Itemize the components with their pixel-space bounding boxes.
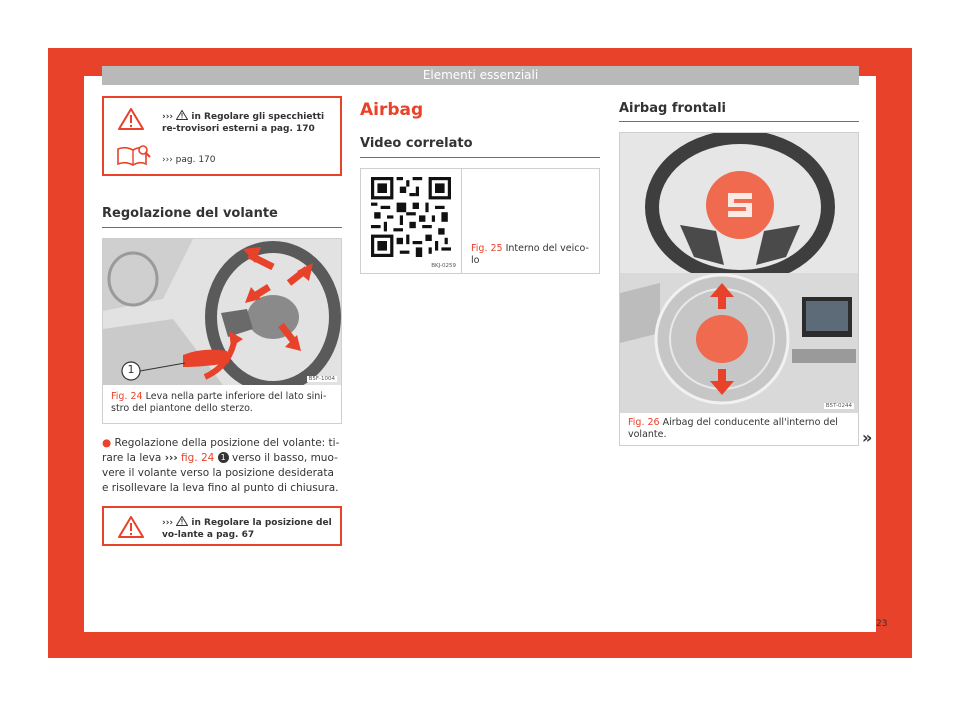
warning-ref-text: in Regolare gli specchietti re-trovisori esterni a pag. 170 (162, 112, 325, 134)
page-number: 23 (876, 619, 888, 629)
ref-arrows: ››› (162, 112, 174, 122)
figure-24 (102, 238, 342, 424)
airbag-title: Airbag (360, 100, 424, 120)
steering-lever-image (103, 239, 341, 385)
instruction-arrows: ››› (164, 452, 178, 464)
figure-25 (360, 168, 600, 274)
image-code-b5f: B5F-1004 (308, 376, 335, 382)
qr-code-icon[interactable] (371, 177, 451, 257)
figure-26 (619, 132, 859, 446)
steering-section-title: Regolazione del volante (102, 206, 278, 221)
warning-box-mirrors (102, 96, 342, 176)
callout-badge-1: 1 (218, 452, 229, 463)
warning-box-steering (102, 506, 342, 546)
instruction-pre: Regolazione della posizione del volante: ti-rare la leva (102, 437, 340, 464)
qr-image-code: BKJ-0259 (431, 263, 456, 269)
image-code-b5t: B5T-0244 (825, 403, 852, 409)
fig26-caption (628, 417, 852, 441)
ref-arrows: ››› (162, 518, 174, 528)
warning-ref-text: in Regolare la posizione del vo-lante a pag. 67 (162, 518, 332, 540)
instruction-post: verso il basso, muo-vere il volante verso la posizione desiderata e risollevare la leva fino al punto di chiusura. (102, 452, 339, 494)
fig24-link[interactable]: fig. 24 (181, 452, 215, 464)
front-title-rule (619, 121, 859, 122)
bullet-icon: ● (102, 437, 112, 449)
fig24-caption-text: Leva nella parte inferiore del lato sini-stro del piantone dello sterzo. (111, 391, 327, 414)
warning-ref (162, 516, 334, 541)
fig24-label: Fig. 24 (111, 391, 143, 402)
warning-ref (162, 110, 334, 135)
page-header: Elementi essenziali (102, 66, 859, 85)
video-title: Video correlato (360, 136, 473, 151)
fig25-caption-text: Interno del veico-lo (471, 243, 589, 266)
warning-triangle-icon (118, 516, 144, 538)
video-title-rule (360, 157, 600, 158)
qr-frame (361, 169, 462, 273)
front-airbag-title: Airbag frontali (619, 101, 726, 116)
warning-small-icon (176, 516, 188, 526)
fig25-label: Fig. 25 (471, 243, 503, 254)
steering-instruction (102, 436, 342, 496)
fig26-label: Fig. 26 (628, 417, 660, 428)
fig25-caption (471, 243, 595, 267)
continue-mark: » (862, 428, 873, 447)
warning-triangle-icon (118, 108, 144, 130)
book-page-ref: ››› pag. 170 (162, 155, 216, 165)
fig26-caption-text: Airbag del conducente all'interno del volante. (628, 417, 838, 440)
manual-book-icon (116, 144, 152, 166)
fig24-caption (111, 391, 337, 415)
airbag-steering-image (620, 133, 858, 413)
warning-small-icon (176, 110, 188, 120)
steering-title-rule (102, 227, 342, 228)
callout-1: 1 (127, 363, 135, 376)
